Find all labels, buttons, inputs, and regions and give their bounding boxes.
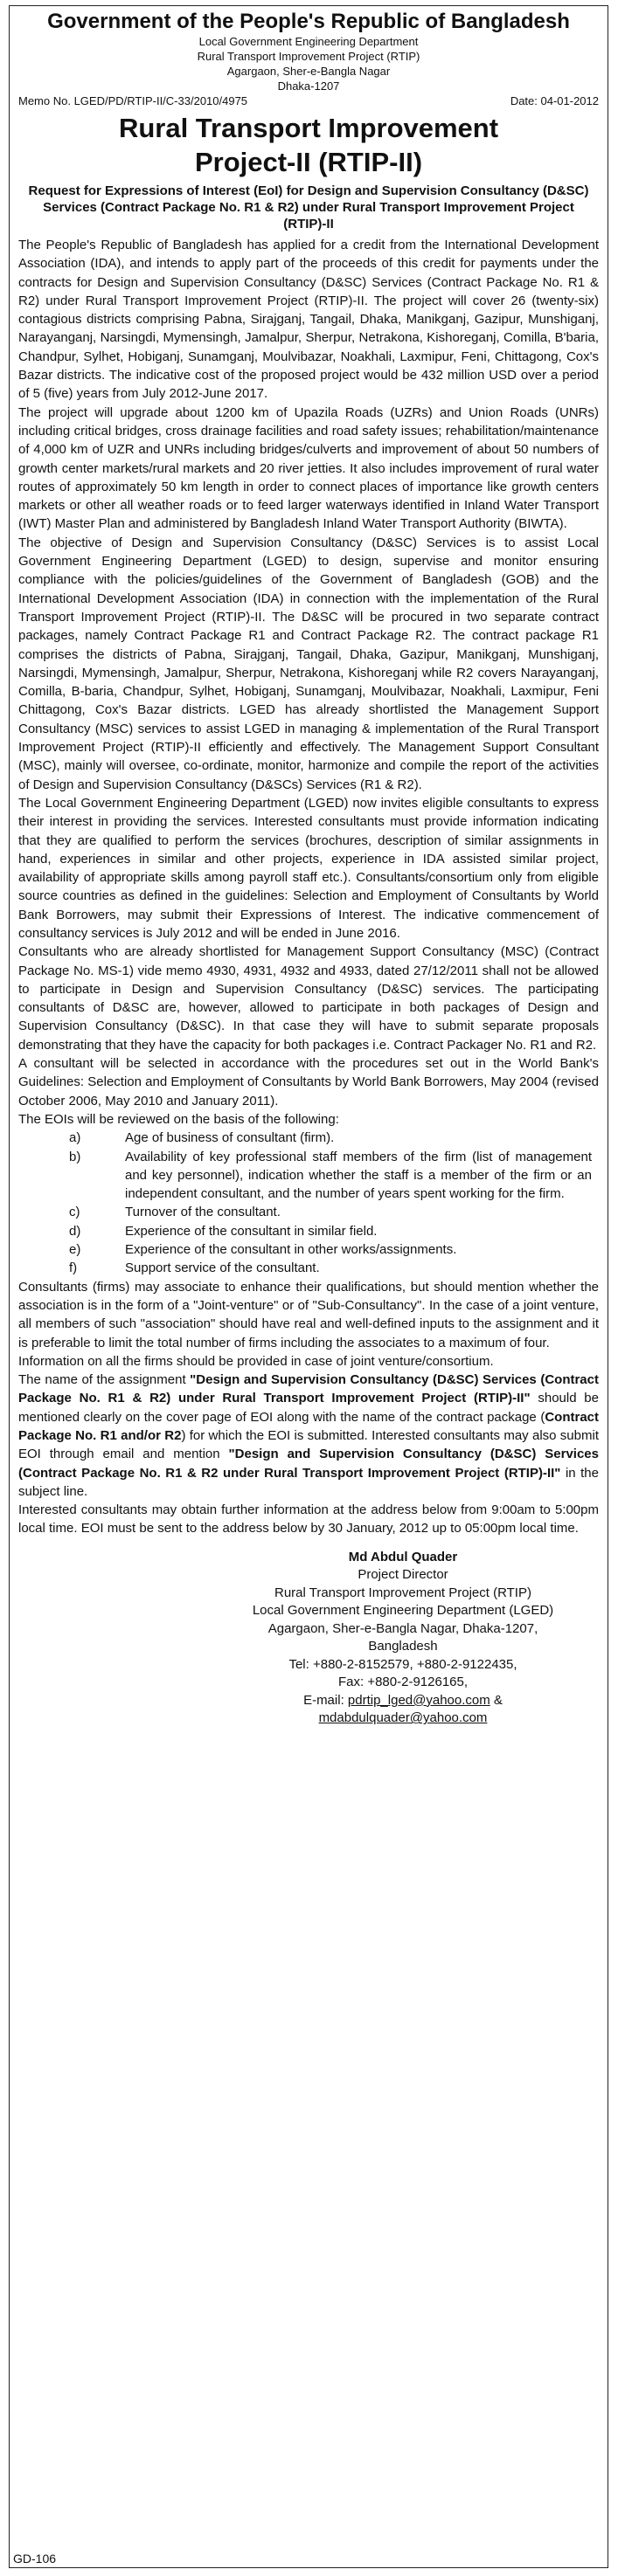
- list-item: [18, 1129, 599, 1147]
- page-title: [18, 111, 599, 179]
- list-item-text: Age of business of consultant (firm).: [125, 1130, 335, 1146]
- list-item-label: d): [69, 1223, 81, 1239]
- email-subject-bold: "Design and Supervision Consultancy (D&SC) Services (Contract Package No. R1 & R2 under Rural Transport Improvement Project (RTIP)-II": [18, 1447, 599, 1481]
- contract-package-bold: Contract Package No. R1 and/or R2: [18, 1409, 599, 1443]
- signatory-department: Local Government Engineering Department (LGED): [252, 1603, 554, 1619]
- signatory-designation: Project Director: [358, 1567, 448, 1583]
- list-item-text: Availability of key professional staff members of the firm (list of management and key personnel), indication whether the staff is a member of the firm or an independent consultant, and the number of years spent working for the firm.: [125, 1149, 592, 1202]
- list-item-text: Turnover of the consultant.: [125, 1205, 281, 1220]
- list-item: [18, 1222, 599, 1240]
- project-name: Rural Transport Improvement Project (RTIP): [197, 50, 420, 63]
- signatory-project: Rural Transport Improvement Project (RTIP): [274, 1585, 531, 1600]
- list-item: [18, 1240, 599, 1259]
- email-separator: &: [490, 1692, 503, 1708]
- list-item-label: c): [69, 1205, 80, 1220]
- paragraph-scope: The project will upgrade about 1200 km of Upazila Roads (UZRs) and Union Roads (UNRs) including critical bridges, cross drainage facilities and road safety issues; rehabilitation/maintenance of 4,000 km of UZR and UNRs including bridges/culverts and improvement of about 50 numbers of growth center markets/rural markets and 20 river jetties. It also includes improvement of rural water routes of approximately 50 km length in order to connect places of importance like growth centers markets or other all weather roads or to feed larger waterways identified in Inland Water Transport (IWT) Master Plan and administered by Bangladesh Inland Water Transport Authority (BIWTA).: [18, 404, 599, 532]
- paragraph-msc-restriction: Consultants who are already shortlisted for Management Support Consultancy (MSC) (Contract Package No. MS-1) vide memo 4930, 4931, 4932 and 4933, dated 27/12/2011 shall not be allowed to participate in Design and Supervision Consultancy (D&SC) services. The participating consultants of D&SC are, however, allowed to participate in both packages of Design and Supervision Consultancy (D&SC). In that case they will have to submit separate proposals demonstrating that they have the capacity for both packages i.e. Contract Packager No. R1 and R2.: [18, 944, 599, 1053]
- signatory-tel: Tel: +880-2-8152579, +880-2-9122435,: [288, 1656, 517, 1672]
- memo-row: [18, 93, 599, 108]
- address-line-2: Dhaka-1207: [277, 79, 340, 93]
- paragraph-credit: The People's Republic of Bangladesh has applied for a credit from the International Development Association (IDA), and intends to apply part of the proceeds of this credit for payments under the contracts for Design and Supervision Consultancy (D&SC) Services (Contract Package No. R1 & R2) under Rural Transport Improvement Project (RTIP)-II. The project will cover 26 (twenty-six) contagious districts comprising Pabna, Sirajganj, Tangail, Dhaka, Manikganj, Gazipur, Munshiganj, Narayanganj, Narsingdi, Mymensingh, Jamalpur, Sherpur, Netrakona, Kishoreganj, Comilla, B'baria, Chandpur, Sylhet, Hobiganj, Sunamganj, Moulvibazar, Noakhali, Laxmipur, Feni, Chittagong, Cox's Bazar districts. The indicative cost of the proposed project would be 432 million USD over a period of 5 (five) years from July 2012-June 2017.: [18, 238, 599, 402]
- list-item-label: f): [69, 1260, 78, 1276]
- address-line-1: Agargaon, Sher-e-Bangla Nagar: [226, 65, 391, 78]
- advertisement-page: [9, 5, 608, 2568]
- criteria-list: [18, 1129, 599, 1277]
- assignment-text-a: The name of the assignment: [18, 1372, 191, 1388]
- paragraph-assignment-name: [18, 1371, 599, 1501]
- list-item-label: a): [69, 1130, 81, 1146]
- title-line-1: Rural Transport Improvement: [118, 113, 499, 143]
- list-item-label: e): [69, 1242, 81, 1258]
- footer-code: GD-106: [13, 2552, 57, 2566]
- government-heading: Government of the People's Republic of Bangladesh: [47, 10, 570, 33]
- signatory-address: Agargaon, Sher-e-Bangla Nagar, Dhaka-1207,: [267, 1620, 538, 1636]
- memo-date: Date: 04-01-2012: [510, 94, 599, 107]
- paragraph-jv-info: Information on all the firms should be provided in case of joint venture/consortium.: [18, 1353, 494, 1369]
- eoi-subtitle: Request for Expressions of Interest (EoI) for Design and Supervision Consultancy (D&SC) Services (Contract Package No. R1 & R2) under Rural Transport Improvement Project (RTIP)-II: [28, 183, 589, 231]
- department-name: Local Government Engineering Department: [198, 35, 419, 48]
- assignment-text-c: should be mentioned clearly on the cover page of EOI along with the name of the contract package (: [18, 1391, 599, 1425]
- list-item: [18, 1259, 599, 1277]
- signature-block: [219, 1549, 587, 1728]
- assignment-title-bold: "Design and Supervision Consultancy (D&SC) Services (Contract Package No. R1 & R2) under Rural Transport Improvement Project (RTIP)-II": [18, 1372, 599, 1406]
- title-line-2: Project-II (RTIP-II): [194, 147, 423, 177]
- signatory-fax: Fax: +880-2-9126165,: [337, 1675, 469, 1690]
- email-link-2[interactable]: mdabdulquader@yahoo.com: [318, 1710, 488, 1726]
- signatory-email-row-2: [219, 1709, 587, 1728]
- paragraph-invitation: The Local Government Engineering Department (LGED) now invites eligible consultants to express their interest in providing the services. Interested consultants must provide information indicating that they are qualified to perform the services (brochures, description of similar assignments in hand, experiences in similar and other projects, experience in IDA assisted similar project, availability of appropriate skills among payroll staff etc.). Consultants/consortium only from eligible source countries as defined in the guidelines: Selection and Employment of Consultants by World Bank Borrowers, may submit their Expressions of Interest. The indicative commencement of consultancy services is July 2012 and will be ended in June 2016.: [18, 795, 599, 941]
- signatory-email-row: [219, 1692, 587, 1710]
- list-item-text: Experience of the consultant in similar field.: [125, 1223, 378, 1239]
- signatory-country: Bangladesh: [368, 1639, 438, 1654]
- email-prefix: E-mail:: [303, 1692, 348, 1708]
- list-item-label: b): [69, 1149, 81, 1164]
- email-link-1[interactable]: pdrtip_lged@yahoo.com: [347, 1692, 490, 1708]
- paragraph-deadline: Interested consultants may obtain further information at the address below from 9:00am to 5:00pm local time. EOI must be sent to the address below by 30 January, 2012 up to 05:00pm local time.: [18, 1502, 599, 1537]
- assignment-text-g: in the subject line.: [18, 1465, 599, 1499]
- list-item: [18, 1203, 599, 1221]
- paragraph-association: Consultants (firms) may associate to enhance their qualifications, but should mention whether the association is in the form of a "Joint-venture" or of "Sub-Consultancy". In the case of a joint venture, all members of such "association" should have real and well-defined inputs to the assignment and it is preferable to limit the total number of firms including the associates to a maximum of four.: [18, 1279, 599, 1350]
- memo-number: Memo No. LGED/PD/RTIP-II/C-33/2010/4975: [18, 94, 248, 107]
- signatory-name: Md Abdul Quader: [348, 1549, 458, 1564]
- paragraph-review-basis: The EOIs will be reviewed on the basis of the following:: [18, 1111, 339, 1127]
- paragraph-selection: A consultant will be selected in accordance with the procedures set out in the World Bank's Guidelines: Selection and Employment of Consultants by World Bank Borrowers, May 2004 (revised October 2006, May 2010 and January 2011).: [18, 1056, 599, 1108]
- list-item-text: Experience of the consultant in other works/assignments.: [125, 1242, 457, 1258]
- list-item-text: Support service of the consultant.: [125, 1260, 320, 1276]
- assignment-text-e: ) for which the EOI is submitted. Interested consultants may also submit EOI through email and mention: [18, 1428, 599, 1462]
- list-item: [18, 1148, 599, 1204]
- paragraph-objective: The objective of Design and Supervision Consultancy (D&SC) Services is to assist Local Government Engineering Department (LGED) to design, supervise and monitor ensuring compliance with the policies/guidelines of the Government of Bangladesh (GOB) and the International Development Association (IDA) in connection with the implementation of the Rural Transport Improvement Project (RTIP)-II. The D&SC will be procured in two separate contract packages, namely Contract Package R1 and Contract Package R2. The contract package R1 comprises the districts of Pabna, Sirajganj, Tangail, Dhaka, Gazipur, Manikganj, Munshiganj, Narsingdi, Mymensingh, Jamalpur, Sherpur, Netrakona, Kishoreganj while R2 covers Narayanganj, Comilla, B-baria, Chandpur, Sylhet, Hobiganj, Sunamganj, Moulvibazar, Noakhali, Laxmipur, Feni Chittagong, Cox's Bazar districts. LGED has already shortlisted the Management Support Consultancy (MSC) services to assist LGED in managing & implementation of the Rural Transport Improvement Project (RTIP)-II efficiently and effectively. The Management Support Consultant (MSC), mainly will oversee, co-ordinate, monitor, harmonize and compile the report of the activities of Design and Supervision Consultancy (D&SCs) Services (R1 & R2).: [18, 535, 599, 792]
